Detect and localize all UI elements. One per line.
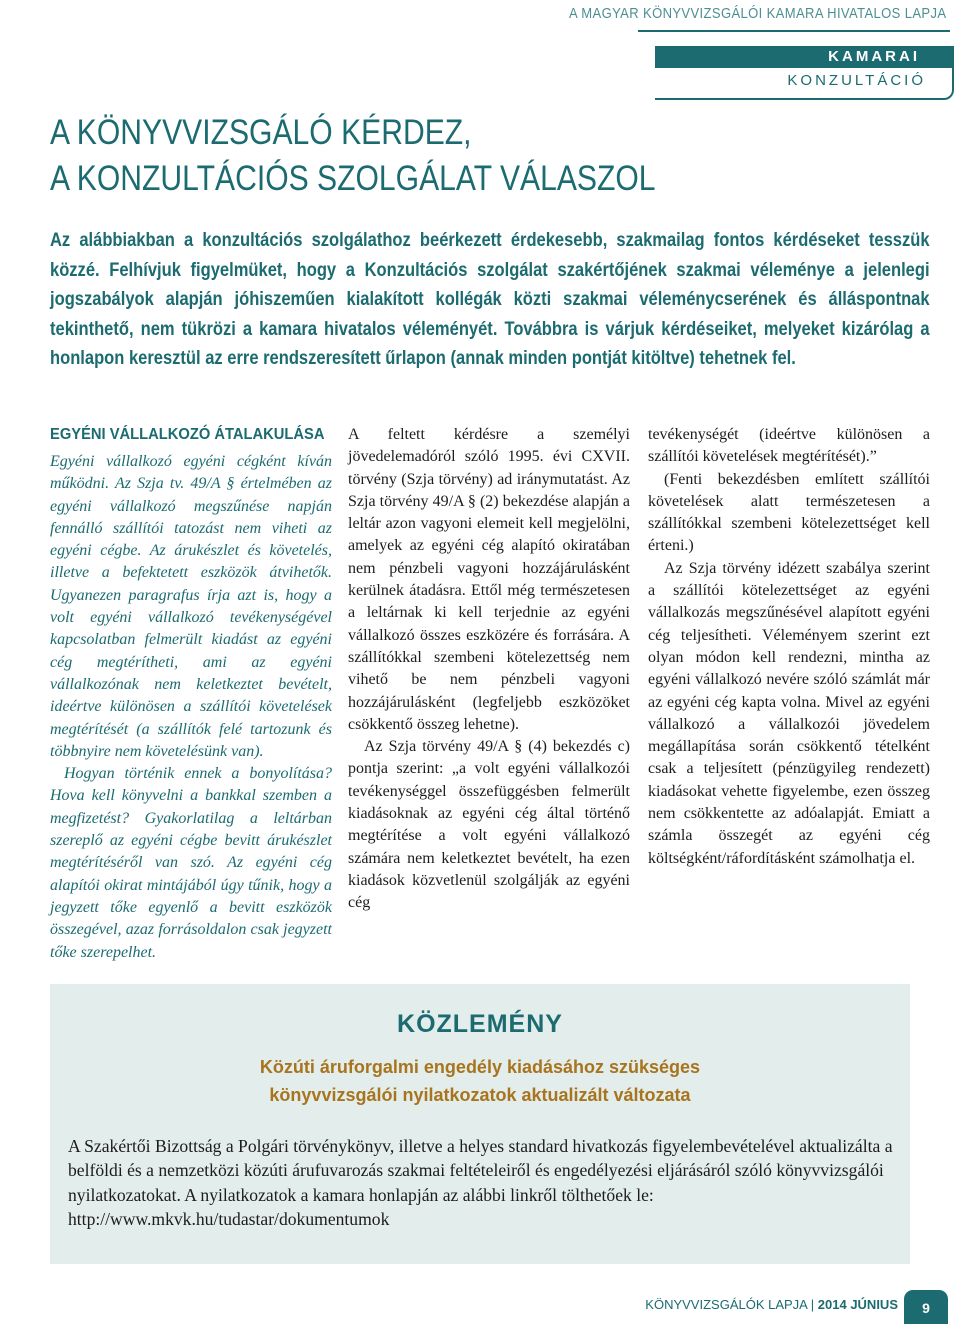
question-paragraph: Egyéni vállalkozó egyéni cégként kíván működni. Az Szja tv. 49/A § értelmében az egyéni vállalkozó megszűnése napján fennálló szállítói tatozást nem viheti az egyéni cégbe. Az árukészlet és követelés, illetve a befektetett eszközök átvihetők. Ugyanezen paragrafus írja azt is, hogy a volt egyéni vállalkozó tevékenységével kapcsolatban felmerült kiadást az egyéni cég megtérítheti, ami az egyéni vállalkozónak nem keletkeztet bevételt, ideértve különösen a szállítói követelések megtérítését (a szállítók felé tartozunk és többnyire nem követelésünk van).: [50, 453, 332, 760]
answer-column-2: [648, 424, 930, 870]
section-label-bottom: KONZULTÁCIÓ: [787, 72, 926, 89]
section-label-top: KAMARAI: [655, 46, 952, 68]
footer-publication: [645, 1297, 898, 1312]
notice-subtitle-line1: Közúti áruforgalmi engedély kiadásához szükséges: [259, 1057, 701, 1077]
notice-body: A Szakértői Bizottság a Polgári törvénykönyv, illetve a helyes standard hivatkozás figyelembevételével aktualizálta a belföldi és a nemzetközi közúti árufuvarozás szakmai feltételeiről és engedélyezési eljárásáról szóló könyvvizsgálói nyilatkozatokat. A nyilatkozatok a kamara honlapján az alábbi linkről tölthetőek le: http://www.mkvk.hu/tudastar/dokumentumok: [68, 1136, 893, 1230]
answer-paragraph: A feltett kérdésre a személyi jövedelemadóról szóló 1995. évi CXVII. törvény (Szja törvény) ad iránymutatást. Az Szja törvény 49/A § (2) bekezdése alapján a leltár azon vagyoni elemeit kell megjelölni, amelyek az egyéni cég alapító okiratában nem pénzbeli vagyoni hozzájárulásként kerülnek átadásra. Ettől még természetesen a leltárnak ki kell terjednie az egyéni vállalkozó összes eszközére és forrására. A szállítókkal szembeni kötelezettség nem vihető be nem pénzbeli vagyoni hozzájárulásként (legfeljebb eszközöket csökkentő összeg lehetne).: [348, 426, 630, 733]
notice-subtitle-line2: könyvvizsgálói nyilatkozatok aktualizált változata: [269, 1085, 691, 1105]
answer-paragraph: tevékenységét (ideértve különösen a szállítói követelések megtérítését).”: [648, 426, 930, 466]
answer-paragraph: Az Szja törvény idézett szabálya szerint a szállítói kötelezettséget az egyéni vállalkozás megszűnésével alapított egyéni cég teljesítheti. Véleményem szerint ezt olyan módon kell rendezni, mintha az egyéni vállalkozó nevére szóló számlát már az egyéni cég kapta volna. Mivel az egyéni vállalkozó a vállalkozói jövedelem megállapítása során csökkentő tételként csak a teljesített (pénzügyileg rendezett) kiadásokat vehette figyelembe, ezen összeg nem csökkentette az adóalapját. Emiatt a számla összegét az egyéni cég költségként/ráfordításként számolhatja el.: [648, 559, 930, 867]
notice-title: KÖZLEMÉNY: [397, 1010, 563, 1038]
article-title: [50, 110, 656, 202]
notice-box: [50, 984, 910, 1264]
header-rule: [638, 30, 950, 32]
footer-separator: |: [810, 1297, 815, 1312]
footer-publication-name: KÖNYVVIZSGÁLÓK LAPJA: [645, 1297, 808, 1312]
question-paragraph: Hogyan történik ennek a bonyolítása? Hova kell könyvelni a bankkal szemben a megfizetést? Gyakorlatilag a leltárban szereplő az egyéni cégbe bevitt árukészlet megtérítéséről van szó. Az egyéni cég alapítói okirat mintájából úgy tűnik, hogy a jegyzett tőke egyenlő a bevitt eszközök összegével, azaz forrásoldalon csak jegyzett tőke szerepelhet.: [50, 765, 332, 961]
answer-paragraph: Az Szja törvény 49/A § (4) bekezdés c) pontja szerint: „a volt egyéni vállalkozói tevékenységgel összefüggésben felmerült kiadásoknak az egyéni cég által történő megtérítése a volt egyéni vállalkozó számára nem keletkeztet bevételt, ha ezen kiadások közvetlenül szolgálják az egyéni cég: [348, 738, 630, 912]
footer-issue: 2014 JÚNIUS: [817, 1297, 898, 1312]
question-heading: EGYÉNI VÁLLALKOZÓ ÁTALAKULÁSA: [50, 426, 325, 443]
article-intro: Az alábbiakban a konzultációs szolgálathoz beérkezett érdekesebb, szakmailag fontos kérdéseket tesszük közzé. Felhívjuk figyelmüket, hogy a Konzultációs szolgálat szakértőjének szakmai véleménye a jelenlegi jogszabályok alapján jóhiszeműen kialakított kollégák közti szakmai véleménycserének és álláspontnak tekinthető, nem tükrözi a kamara hivatalos véleményét. Továbbra is várjuk kérdéseiket, melyeket kizárólag a honlapon keresztül az erre rendszeresített űrlapon (annak minden pontját kitöltve) tehetnek fel.: [50, 230, 930, 370]
answer-paragraph: (Fenti bekezdésben említett szállítói követelések alatt természetesen a szállítókkal szembeni kötelezettséget kell érteni.): [648, 470, 930, 555]
article-title-line2: A KONZULTÁCIÓS SZOLGÁLAT VÁLASZOL: [50, 159, 656, 198]
page-number: 9: [904, 1290, 948, 1324]
article-title-line1: A KÖNYVVIZSGÁLÓ KÉRDEZ,: [50, 113, 472, 152]
running-title: A MAGYAR KÖNYVVIZSGÁLÓI KAMARA HIVATALOS LAPJA: [568, 6, 946, 22]
answer-column-1: [348, 424, 630, 915]
question-column: [50, 424, 332, 964]
